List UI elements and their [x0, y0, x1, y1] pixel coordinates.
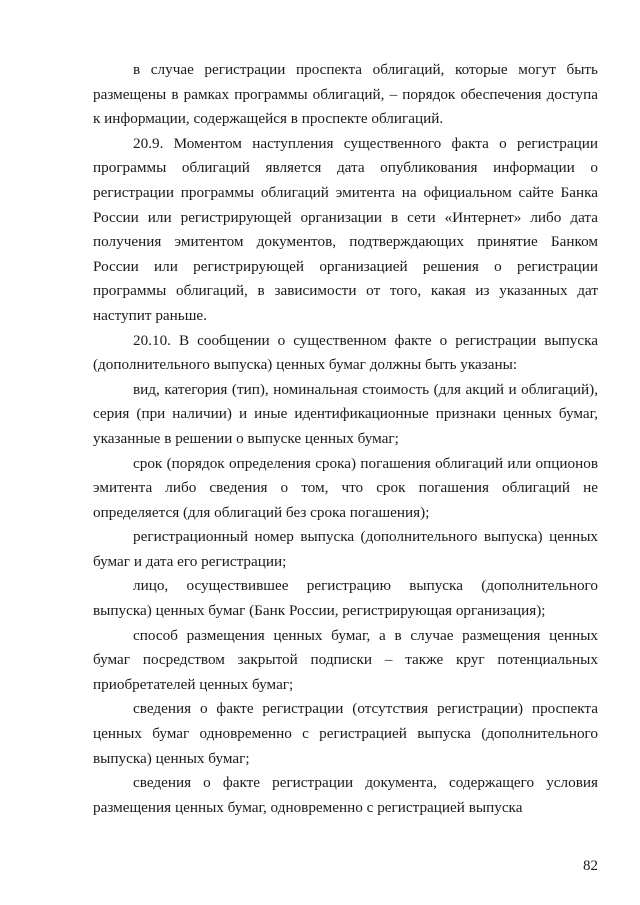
paragraph: срок (порядок определения срока) погашения облигаций или опционов эмитента либо сведения о том, что срок погашения облигаций не определяется (для облигаций без срока погашения);	[93, 454, 598, 521]
paragraph: 20.9. Моментом наступления существенного факта о регистрации программы облигаций является дата опубликования информации о регистрации программы облигаций эмитента на официальном сайте Банка России или регистрирующей организации в сети «Интернет» либо дата получения эмитентом документов, подтверждающих принятие Банком России или регистрирующей организацией решения о регистрации программы облигаций, в зависимости от того, какая из указанных дат наступит раньше.	[93, 134, 598, 324]
paragraph: вид, категория (тип), номинальная стоимость (для акций и облигаций), серия (при наличии) и иные идентификационные признаки ценных бумаг, указанные в решении о выпуске ценных бумаг;	[93, 380, 598, 447]
paragraph: способ размещения ценных бумаг, а в случае размещения ценных бумаг посредством закрытой подписки – также круг потенциальных приобретателей ценных бумаг;	[93, 626, 598, 693]
paragraph: лицо, осуществившее регистрацию выпуска (дополнительного выпуска) ценных бумаг (Банк России, регистрирующая организация);	[93, 577, 598, 620]
document-body	[93, 58, 598, 820]
page-number: 82	[583, 858, 598, 874]
paragraph: в случае регистрации проспекта облигаций, которые могут быть размещены в рамках программы облигаций, – порядок обеспечения доступа к информации, содержащейся в проспекте облигаций.	[93, 61, 598, 128]
paragraph: регистрационный номер выпуска (дополнительного выпуска) ценных бумаг и дата его регистрации;	[93, 528, 598, 570]
paragraph: сведения о факте регистрации (отсутствия регистрации) проспекта ценных бумаг одновременно с регистрацией выпуска (дополнительного выпуска) ценных бумаг;	[93, 700, 598, 767]
paragraph: сведения о факте регистрации документа, содержащего условия размещения ценных бумаг, одновременно с регистрацией выпуска	[93, 774, 598, 816]
paragraph: 20.10. В сообщении о существенном факте о регистрации выпуска (дополнительного выпуска) ценных бумаг должны быть указаны:	[93, 331, 598, 374]
